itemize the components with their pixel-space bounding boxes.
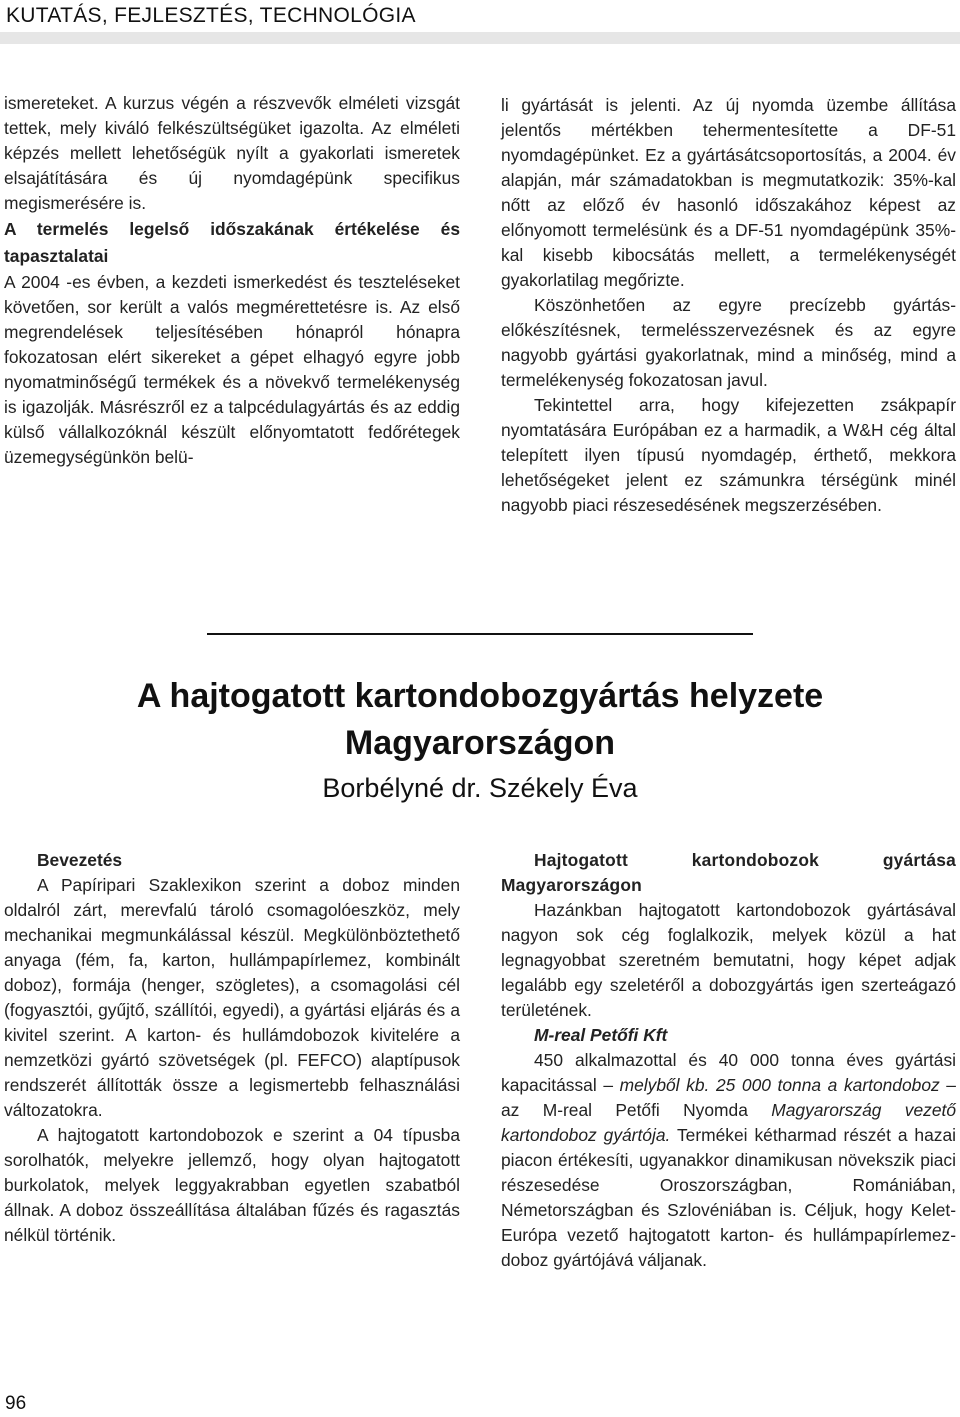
paragraph: ismereteket. A kurzus végén a részvevők elméleti vizsgát tettek, mely kiváló felkészültségüket igazolta. Az elméleti képzés mellett lehetőségük nyílt a gyakorlati ismeretek elsajátítására és új nyomdagépünk specifikus megismerésére is. — [4, 93, 460, 213]
paragraph: Köszönhetően az egyre precízebb gyártás-előkészítésnek, termelésszervezésnek és az egyre nagyobb gyártási gyakorlatnak, mind a minőség, mind a termelékenység fokozatosan javul. — [501, 295, 956, 390]
paragraph: li gyártását is jelenti. Az új nyomda üzembe állítása jelentős mértékben tehermentesítette a DF-51 nyomdagépünket. Ez a gyártásátcsoportosítás, a 2004. év alapján, már számadatokban is megmutatkozik: 35%-kal nőtt az előző év hasonló időszakához képest az előnyomott termelésünk és a DF-51 nyomdagépünk 35%-kal kisebb kibocsátás mellett, a termelékenységét gyakorlatilag megőrizte. — [501, 95, 956, 290]
article-title-line: Magyarországon — [344, 724, 616, 762]
paragraph: A 2004 -es évben, a kezdeti ismerkedést és teszteléseket követően, sor került a valós megmérettetésre is. Az első megrendelések teljesítésében hónapról hónapra fokozatosan elért sikereket a gépet elhagyó egyre jobb nyomatminőségű termékek és a növekvő termelékenység is igazolják. Másrészről ez a talpcédulagyártás és az eddig külső vállalkozóknál készült előnyomtatott fedőrétegek üzemegységünkön belü- — [4, 272, 460, 467]
section-heading: A termelés legelső időszakának értékelése és tapasztalatai — [4, 219, 460, 266]
company-heading: M-real Petőfi Kft — [534, 1025, 668, 1045]
paragraph: Tekintettel arra, hogy kifejezetten zsákpapír nyomtatására Európában ez a harmadik, a W&H cég által telepített ilyen típusú nyomdagép, érthető, mekkora lehetőségeket jelent ez számunkra térségünk minél nagyobb piaci részesedésének megszerzésében. — [501, 395, 956, 515]
bottom-left-column — [4, 848, 460, 1248]
section-heading: Bevezetés — [37, 850, 123, 870]
paragraph: Hazánkban hajtogatott kartondobozok gyártásával nagyon sok cég foglalkozik, melyek közül a hat legnagyobbat szeretném bemutatni, hogy képet adjak legalább egy szeletéről a dobozgyártás igen szerteágazó területének. — [501, 900, 956, 1020]
page-number: 96 — [5, 1393, 27, 1414]
italic-run: Magyarország vezető kartondoboz gyártója. — [501, 1100, 956, 1145]
section-title: KUTATÁS, FEJLESZTÉS, TECHNOLÓGIA — [6, 4, 416, 27]
header-rule — [0, 32, 960, 44]
article-title-line: A hajtogatott kartondobozgyártás helyzete — [136, 677, 824, 715]
running-header — [0, 0, 960, 44]
text-run: 450 alkalmazottal és 40 000 tonna éves gyártási kapacitással – — [501, 1050, 956, 1095]
article-divider — [207, 633, 753, 635]
top-left-column — [4, 91, 460, 470]
section-heading: Hajtogatott kartondobozok gyártása Magyarországon — [501, 850, 956, 895]
top-right-column — [501, 93, 956, 518]
article-author: Borbélyné dr. Székely Éva — [322, 773, 638, 803]
article-title — [0, 673, 960, 767]
text-run: Termékei kétharmad részét a hazai piacon értékesíti, ugyanakkor dinamikusan növekszik piaci részesedése Oroszországban, Romániában, Németországban és Szlovéniában is. Céljuk, hogy Kelet-Európa vezető hajtogatott karton- és hullámpapírlemez-doboz gyártójává váljanak. — [501, 1125, 956, 1270]
text-run: – az M-real Petőfi Nyomda — [501, 1075, 956, 1120]
paragraph — [501, 1048, 956, 1273]
paragraph: A hajtogatott kartondobozok e szerint a 04 típusba sorolhatók, melyekre jellemző, hogy olyan hajtogatott burkolatok, melyek leggyakrabban egyetlen szabatból állnak. A doboz összeállítása általában fűzés és ragasztás nélkül történik. — [4, 1125, 460, 1245]
paragraph: A Papíripari Szaklexikon szerint a doboz minden oldalról zárt, merevfalú tároló csomagolóeszköz, mely mechanikai megmunkálással készül. Megkülönböztethető anyaga (fém, fa, karton, hullámpapírlemez, kombinált doboz), formája (henger, szögletes), a csomagolási cél (fogyasztói, gyűjtő, szállítói, egyedi), a gyártási eljárás és a kivitel szerint. A karton- és hullámdobozok kivitelére a nemzetközi gyártó szövetségek (pl. FEFCO) alaptípusok rendszerét állították össze a legismertebb felhasználási változatokra. — [4, 875, 460, 1120]
bottom-right-column — [501, 848, 956, 1273]
italic-run: melyből kb. 25 000 tonna a kartondoboz — [619, 1075, 940, 1095]
